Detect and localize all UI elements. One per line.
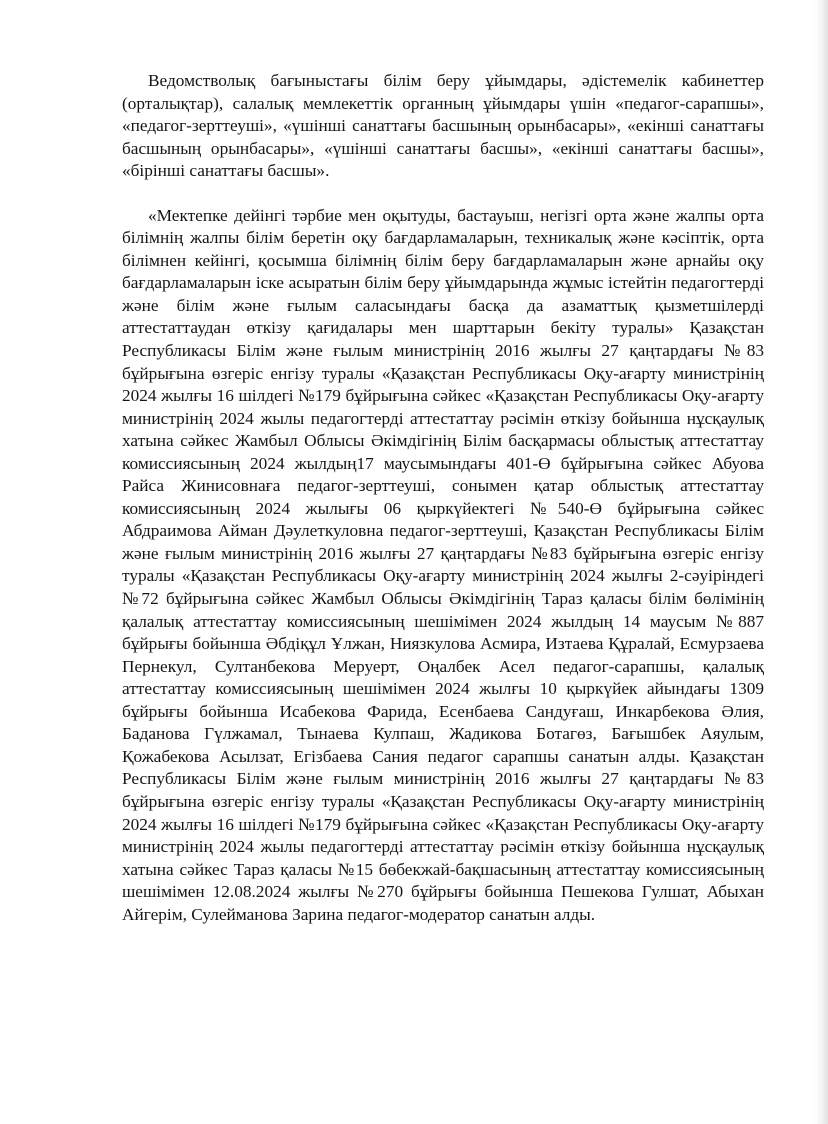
paragraph-attestation-results: «Мектепке дейінгі тәрбие мен оқытуды, бастауыш, негізгі орта және жалпы орта білімнің жалпы білім беретін оқу бағдарламаларын, техникалық және кәсіптік, орта білімнен кейінгі, қосымша білімнің білім беру бағдарламаларын және арнайы оқу бағдарламаларын іске асыратын білім беру ұйымдарында жұмыс істейтін педагогтерді және білім және ғылым саласындағы басқа да азаматтық қызметшілерді аттестаттаудан өткізу қағидалары мен шарттарын бекіту туралы» Қазақстан Республикасы Білім және ғылым министрінің 2016 жылғы 27 қаңтардағы №83 бұйрығына өзгеріс енгізу туралы «Қазақстан Республикасы Оқу-ағарту министрінің 2024 жылғы 16 шілдегі №179 бұйрығына сәйкес «Қазақстан Республикасы Оқу-ағарту министрінің 2024 жылы педагогтерді аттестаттау рәсімін өткізу бойынша нұсқаулық хатына сәйкес Жамбыл Облысы Әкімдігінің Білім басқармасы облыстық аттестаттау комиссиясының 2024 жылдың17 маусымындағы 401-Ө бұйрығына сәйкес Абуова Райса Жинисовнаға педагог-зерттеуші, сонымен қатар облыстық аттестаттау комиссиясының 2024 жылығы 06 қыркүйектегі №540-Ө бұйрығына сәйкес Абдраимова Айман Дәулеткуловна педагог-зерттеуші, Қазақстан Республикасы Білім және ғылым министрінің 2016 жылғы 27 қаңтардағы №83 бұйрығына өзгеріс енгізу туралы «Қазақстан Республикасы Оқу-ағарту министрінің 2024 жылғы 2-сәуіріндегі №72 бұйрығына сәйкес Жамбыл Облысы Әкімдігінің Тараз қаласы білім бөлімінің қалалық аттестаттау комиссиясының шешімімен 2024 жылдың 14 маусым №887 бұйрығы бойынша Әбдіқұл Ұлжан, Ниязкулова Асмира, Изтаева Құралай, Есмурзаева Пернекул, Султанбекова Меруерт, Оңалбек Асел педагог-сарапшы, қалалық аттестаттау комиссиясының шешімімен 2024 жылғы 10 қыркүйек айындағы 1309 бұйрығы бойынша Исабекова Фарида, Есенбаева Сандуғаш, Инкарбекова Әлия, Баданова Гүлжамал, Тынаева Кулпаш, Жадикова Ботагөз, Бағышбек Аяулым, Қожабекова Асылзат, Егізбаева Сания педагог сарапшы санатын алды. Қазақстан Республикасы Білім және ғылым министрінің 2016 жылғы 27 қаңтардағы №83 бұйрығына өзгеріс енгізу туралы «Қазақстан Республикасы Оқу-ағарту министрінің 2024 жылғы 16 шілдегі №179 бұйрығына сәйкес «Қазақстан Республикасы Оқу-ағарту министрінің 2024 жылы педагогтерді аттестаттау рәсімін өткізу бойынша нұсқаулық хатына сәйкес Тараз қаласы №15 бөбекжай-бақшасының аттестаттау комиссиясының шешімімен 12.08.2024 жылғы №270 бұйрығы бойынша Пешекова Гулшат, Абыхан Айгерім, Сулейманова Зарина педагог-модератор санатын алды.: [122, 205, 764, 924]
document-body: [122, 70, 764, 926]
paragraph-categories: Ведомстволық бағыныстағы білім беру ұйымдары, әдістемелік кабинеттер (орталықтар), салалық мемлекеттік органның ұйымдары үшін «педагог-сарапшы», «педагог-зерттеуші», «үшінші санаттағы басшының орынбасары», «екінші санаттағы басшының орынбасары», «үшінші санаттағы басшы», «екінші санаттағы басшы», «бірінші санаттағы басшы».: [122, 71, 764, 181]
page-edge-shadow: [814, 0, 828, 1124]
